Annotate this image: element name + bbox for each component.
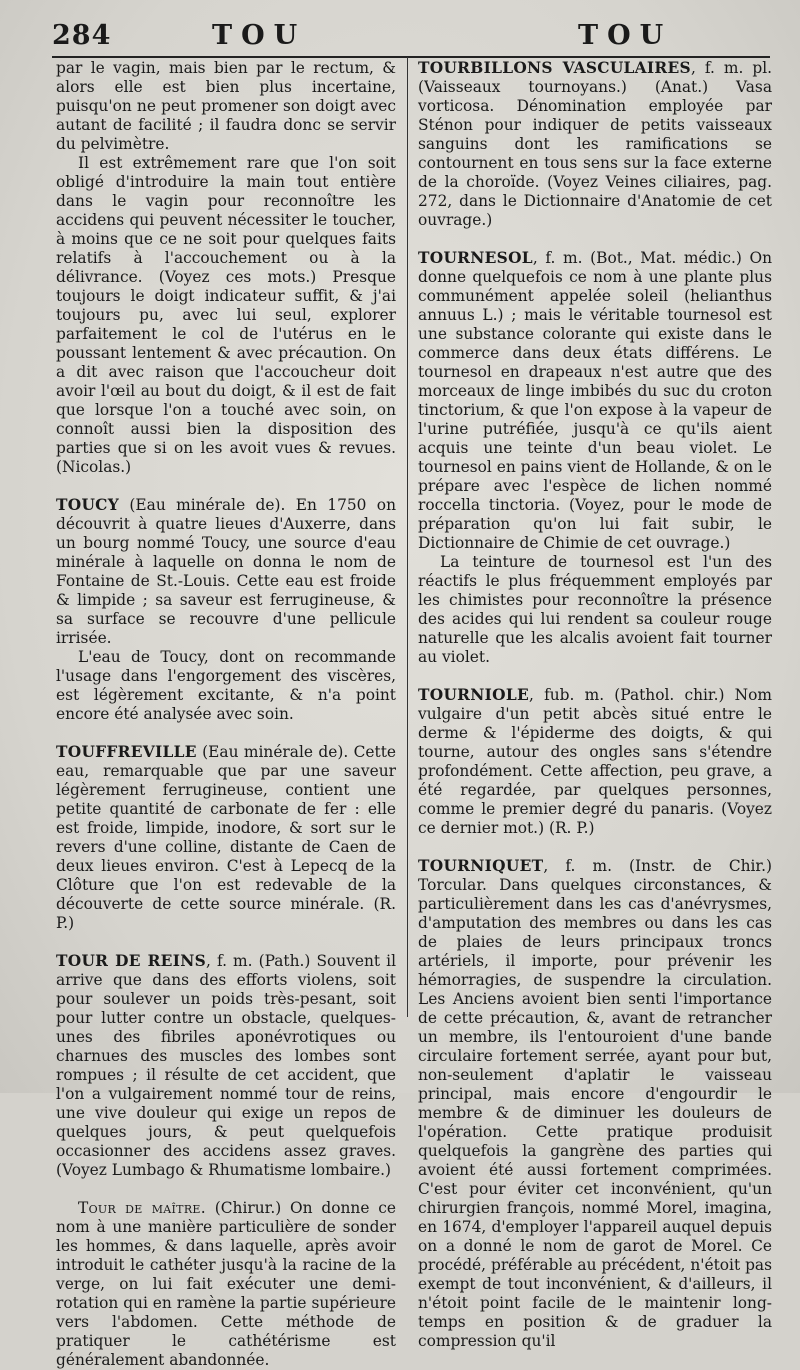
running-head-right: TOU: [578, 20, 673, 51]
entry-tourniole: [418, 686, 772, 838]
entry-tour-de-reins: [56, 952, 396, 1180]
entry-tourniole-text: , fub. m. (Pathol. chir.) Nom vulgaire d'un petit abcès situé entre le derme & l'épiderme des doigts, & qui tourne, autour des ongles sans s'étendre profondément. Cette affection, peu grave, a été regardée, par quelques personnes, comme le premier degré du panaris. (Voyez ce dernier mot.) (R. P.): [418, 686, 772, 837]
column-divider: [407, 57, 408, 1017]
headword-tour-de-maitre: Tour de maître.: [78, 1199, 206, 1217]
entry-tourbillons: [418, 59, 772, 230]
headword-touffreville: TOUFFREVILLE: [56, 743, 197, 761]
entry-toucy: [56, 496, 396, 648]
entry-tourbillons-text: , f. m. pl. (Vaisseaux tournoyans.) (Anat.) Vasa vorticosa. Dénomination employée par Sténon pour indiquer de petits vaisseaux sanguins dont les ramifications se contournent en tous sens sur la face externe de la choroïde. (Voyez Veines ciliaires, pag. 272, dans le Dictionnaire d'Anatomie de cet ouvrage.): [418, 59, 773, 229]
entry-touffreville: [56, 743, 396, 933]
right-column: [418, 59, 772, 1351]
left-column: [56, 59, 396, 1370]
headword-tourbillons: TOURBILLONS VASCULAIRES: [418, 59, 691, 77]
headword-toucy: TOUCY: [56, 496, 120, 514]
entry-touffreville-text: (Eau minérale de). Cette eau, remarquable que par une saveur légèrement ferrugineuse, contient une petite quantité de carbonate de fer : elle est froide, limpide, inodore, & sort sur le revers d'une colline, distante de Caen de deux lieues environ. C'est à Lepecq de la Clôture que l'on est redevable de la découverte de cette source minérale. (R. P.): [56, 743, 396, 932]
paragraph-toucy-usage: L'eau de Toucy, dont on recommande l'usage dans l'engorgement des viscères, est légèrement excitante, & n'a point encore été analysée avec soin.: [56, 648, 396, 723]
headword-tourniquet: TOURNIQUET: [418, 857, 544, 875]
header-rule: [52, 56, 770, 58]
running-head-left: TOU: [212, 20, 307, 51]
entry-tournesol-text: , f. m. (Bot., Mat. médic.) On donne quelquefois ce nom à une plante plus communément appelée soleil (helianthus annuus L.) ; mais le véritable tournesol est une substance colorante qui existe dans le commerce dans deux états différens. Le tournesol en drapeaux n'est autre que des morceaux de linge imbibés du suc du croton tinctorium, & que l'on expose à la vapeur de l'urine putréfiée, jusqu'à ce qu'ils aient acquis une teinte d'un beau violet. Le tournesol en pains vient de Hollande, & on le prépare avec l'espèce de lichen nommé roccella tinctoria. (Voyez, pour le mode de préparation qu'on lui fait subir, le Dictionnaire de Chimie de cet ouvrage.): [418, 249, 772, 552]
entry-tourniquet: [418, 857, 772, 1351]
entry-tour-de-maitre: [56, 1199, 396, 1370]
entry-tournesol: [418, 249, 772, 553]
page-header: [52, 20, 770, 54]
headword-tourniole: TOURNIOLE: [418, 686, 529, 704]
entry-tourniquet-text: , f. m. (Instr. de Chir.) Torcular. Dans quelques circonstances, & particulièrement dans les cas d'anévrysmes, d'amputation des membres ou dans les cas de plaies de leurs principaux troncs artériels, il importe, pour prévenir les hémorragies, de suspendre la circulation. Les Anciens avoient bien senti l'importance de cette précaution, &, avant de retrancher un membre, ils l'entouroient d'une bande circulaire fortement serrée, ayant pour but, non-seulement d'aplatir le vaisseau principal, mais encore d'engourdir le membre & de diminuer les douleurs de l'opération. Cette pratique produisit quelquefois la gangrène des parties qui avoient été aussi fortement comprimées. C'est pour éviter cet inconvénient, qu'un chirurgien françois, nommé Morel, imagina, en 1674, d'employer l'appareil auquel depuis on a donné le nom de garot de Morel. Ce procédé, préférable au précédent, n'étoit pas exempt de tout inconvénient, & d'ailleurs, il n'étoit point facile de le maintenir long-temps en position & de graduer la compression qu'il: [418, 857, 772, 1350]
paragraph-toucher: Il est extrêmement rare que l'on soit obligé d'introduire la main tout entière dans le vagin pour reconnoître les accidens qui peuvent nécessiter le toucher, à moins que ce ne soit pour quelques faits relatifs à l'accouchement ou à la délivrance. (Voyez ces mots.) Presque toujours le doigt indicateur suffit, & j'ai toujours pu, avec lui seul, explorer parfaitement le col de l'utérus en le poussant lentement & avec précaution. On a dit avec raison que l'accoucheur doit avoir l'œil au bout du doigt, & il est de fait que lorsque l'on a touché avec soin, on connoît aussi bien la disposition des parties que si on les avoit vues & revues. (Nicolas.): [56, 154, 396, 476]
paragraph-continuation: par le vagin, mais bien par le rectum, & alors elle est bien plus incertaine, puisqu'on ne peut promener son doigt avec autant de facilité ; il faudra donc se servir du pelvimètre.: [56, 59, 396, 153]
page-number: 284: [52, 20, 112, 51]
entry-tour-de-reins-text: , f. m. (Path.) Souvent il arrive que dans des efforts violens, soit pour soulever un poids très-pesant, soit pour lutter contre un obstacle, quelques-unes des fibriles aponévrotiques ou charnues des muscles des lombes sont rompues ; il résulte de cet accident, que l'on a vulgairement nommé tour de reins, une vive douleur qui exige un repos de quelques jours, & peut quelquefois occasionner des accidens assez graves. (Voyez Lumbago & Rhumatisme lombaire.): [56, 952, 396, 1179]
entry-toucy-text: (Eau minérale de). En 1750 on découvrit à quatre lieues d'Auxerre, dans un bourg nommé Toucy, une source d'eau minérale à laquelle on donna le nom de Fontaine de St.-Louis. Cette eau est froide & limpide ; sa saveur est ferrugineuse, & sa surface se recouvre d'une pellicule irrisée.: [56, 496, 396, 647]
entry-tour-de-maitre-text: (Chirur.) On donne ce nom à une manière particulière de sonder les hommes, & dans laquelle, après avoir introduit le cathéter jusqu'à la racine de la verge, on lui fait exécuter une demi-rotation qui en ramène la partie supérieure vers l'abdomen. Cette méthode de pratiquer le cathétérisme est généralement abandonnée.: [56, 1199, 396, 1369]
headword-tour-de-reins: TOUR DE REINS: [56, 952, 206, 970]
headword-tournesol: TOURNESOL: [418, 249, 533, 267]
paragraph-tournesol-teinture: La teinture de tournesol est l'un des réactifs le plus fréquemment employés par les chimistes pour reconnoître la présence des acides qui lui rendent sa couleur rouge naturelle que les alcalis avoient fait tourner au violet.: [418, 553, 772, 666]
